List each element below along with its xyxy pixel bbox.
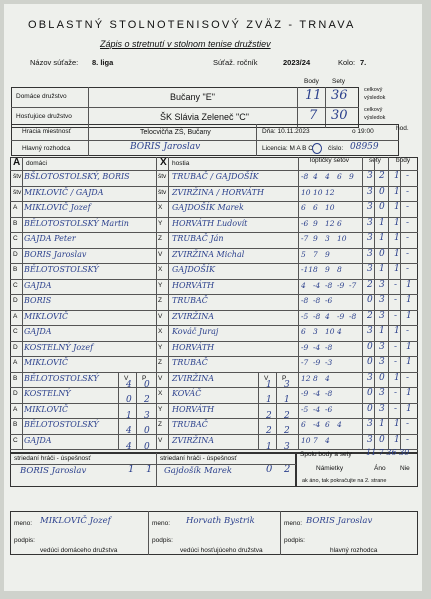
set-score: -8 <box>301 172 309 181</box>
set-points-header: loptičky setov <box>310 157 350 164</box>
home-sets-won: 3 <box>367 373 373 383</box>
summary-values: 11 7 36 30 <box>366 448 410 457</box>
home-player-wins: 4 <box>126 380 132 390</box>
home-player: GAJDA <box>24 436 52 445</box>
home-sets-won: 3 <box>367 326 373 336</box>
set-score: 9 <box>349 172 354 181</box>
guest-sets-won: 2 <box>379 171 385 181</box>
guest-point: 1 <box>406 388 412 398</box>
home-point: 1 <box>394 249 400 259</box>
set-score: 6 <box>301 203 306 212</box>
referee-label: Hlavný rozhodca <box>22 145 71 152</box>
guest-point: 1 <box>406 311 412 321</box>
vp-header-p-guest: P <box>282 375 287 382</box>
set-score: 10 <box>325 203 335 212</box>
set-score: -8 <box>313 312 321 321</box>
set-score: 9 <box>325 265 330 274</box>
guest-player: HORVÁTH Ľudovít <box>172 219 248 228</box>
home-points: 11 <box>305 88 322 103</box>
guest-sets-won: 1 <box>379 326 385 336</box>
sets-header: sety <box>369 157 381 164</box>
venue-value: Telocvičňa ZŠ, Bučany <box>140 129 211 136</box>
guest-player-letter: Y <box>158 344 163 351</box>
set-score: -7 <box>301 234 309 243</box>
home-point: - <box>394 388 398 398</box>
guest-point: - <box>406 419 410 429</box>
subs-guest-v: 0 <box>266 464 273 475</box>
home-sets: 36 <box>331 88 348 103</box>
home-point: 1 <box>394 419 400 429</box>
home-sets-won: 2 <box>367 280 373 290</box>
home-player-losses: 0 <box>144 426 150 436</box>
guest-player: ZVIRŽINA <box>172 312 215 321</box>
home-point: 1 <box>394 202 400 212</box>
guest-player-losses: 3 <box>284 380 290 390</box>
home-leader-caption: vedúci domáceho družstva <box>40 547 118 554</box>
guest-player-letter: Z <box>158 297 162 304</box>
home-player-losses: 2 <box>144 395 150 405</box>
guest-sign-label: podpis: <box>152 537 173 544</box>
guest-sets-won: 0 <box>379 249 385 259</box>
match-time: o 19:00 <box>352 128 374 135</box>
guest-player-letter: štv <box>158 173 167 180</box>
set-score: 9 <box>313 219 318 228</box>
set-score: -8 <box>349 312 357 321</box>
guest-player-letter: X <box>158 266 163 273</box>
home-team-label: Domáce družstvo <box>16 93 67 100</box>
guest-point: - <box>406 264 410 274</box>
vp-header-p-home: P <box>142 375 147 382</box>
season-value: 2023/24 <box>283 58 311 67</box>
guest-letter: X <box>160 157 167 168</box>
set-score: 10 <box>301 436 311 445</box>
home-point: - <box>394 280 398 290</box>
away-points: 7 <box>309 108 318 123</box>
guest-point: 1 <box>406 357 412 367</box>
home-point: 1 <box>394 326 400 336</box>
round-label: Kolo: <box>338 58 356 67</box>
subs-home-player: BORIS Jaroslav <box>20 466 87 476</box>
home-sets-won: 2 <box>367 311 373 321</box>
match-date: Dňa: 10.11.2023 <box>262 128 310 135</box>
set-score: 6 <box>301 420 306 429</box>
season-label: Súťaž. ročník <box>213 58 258 67</box>
points-header: body <box>396 157 411 164</box>
set-score: 6 <box>325 420 330 429</box>
guest-player-letter: Z <box>158 421 162 428</box>
set-score: 3 <box>313 327 318 336</box>
set-score: 7 <box>313 250 318 259</box>
guest-point: 1 <box>406 295 412 305</box>
set-score: -8 <box>313 296 321 305</box>
home-sets-won: 0 <box>367 404 373 414</box>
subs-label-guest: striedaní hráči - úspešnosť <box>160 455 237 462</box>
objections-yes: Áno <box>374 465 386 472</box>
home-sets-won: 0 <box>367 357 373 367</box>
home-name-label: meno: <box>14 520 33 527</box>
home-player-letter: B <box>13 220 18 227</box>
home-player-letter: C <box>13 282 18 289</box>
guest-sets-won: 0 <box>379 435 385 445</box>
home-player-letter: D <box>13 390 18 397</box>
set-score: -3 <box>325 358 333 367</box>
guest-point: - <box>406 171 410 181</box>
guest-player: HORVÁTH <box>172 405 215 414</box>
guest-player-wins: 2 <box>266 411 272 421</box>
home-point: 1 <box>394 187 400 197</box>
away-team-name: ŠK Slávia Zeleneč "C" <box>160 112 249 122</box>
set-score: 12 <box>325 188 335 197</box>
set-score: -8 <box>301 296 309 305</box>
set-score: 8 <box>337 265 342 274</box>
set-score: 4 <box>301 281 306 290</box>
set-score: 4 <box>325 312 330 321</box>
home-player-letter: C <box>13 328 18 335</box>
set-score: -4 <box>313 420 321 429</box>
set-score: 8 <box>313 265 318 274</box>
competition-label: Názov súťaže: <box>30 58 79 67</box>
home-letter: A <box>13 157 21 168</box>
home-player: BORIS <box>24 296 52 305</box>
home-point: - <box>394 311 398 321</box>
guest-player: GAJDOŠÍK Marek <box>172 203 244 212</box>
subs-guest-p: 2 <box>284 464 291 475</box>
license-number: 08959 <box>350 142 379 152</box>
set-score: -4 <box>313 389 321 398</box>
guest-player-letter: X <box>158 328 163 335</box>
home-player-letter: B <box>13 421 18 428</box>
set-score: 10 <box>313 188 323 197</box>
guest-leader-caption: vedúci hosťujúceho družstva <box>180 547 263 554</box>
set-score: 4 <box>325 436 330 445</box>
set-score: 5 <box>301 250 306 259</box>
guest-player: TRUBAČ <box>172 296 208 305</box>
home-team-name: Bučany "E" <box>170 92 215 102</box>
guest-player: TRUBAČ Ján <box>172 234 224 243</box>
guest-player: HORVÁTH <box>172 343 215 352</box>
home-player: GAJDA Peter <box>24 234 76 243</box>
objections-no: Nie <box>400 465 410 472</box>
guest-sets-won: 3 <box>379 357 385 367</box>
guest-player-letter: X <box>158 204 163 211</box>
set-score: 10 <box>337 234 347 243</box>
home-player-letter: C <box>13 437 18 444</box>
set-score: -8 <box>325 389 333 398</box>
ref-name-label: meno: <box>284 520 303 527</box>
guest-header: hostia <box>172 160 190 167</box>
set-score: -4 <box>313 405 321 414</box>
home-sets-won: 3 <box>367 249 373 259</box>
sheet-subtitle: Zápis o stretnutí v stolnom tenise družstiev <box>100 39 271 49</box>
home-player-wins: 4 <box>126 426 132 436</box>
set-score: 10 <box>301 188 311 197</box>
guest-point: - <box>406 435 410 445</box>
set-score: -5 <box>301 405 309 414</box>
referee-sign-name: BORIS Jaroslav <box>306 516 373 526</box>
guest-point: 1 <box>406 280 412 290</box>
guest-point: - <box>406 187 410 197</box>
set-score: 12 <box>325 219 335 228</box>
home-player: KOSTELNÝ Jozef <box>24 343 94 352</box>
federation-title: OBLASTNÝ STOLNOTENISOVÝ ZVÄZ - TRNAVA <box>28 19 356 31</box>
guest-sets-won: 1 <box>379 419 385 429</box>
home-leader-name: MIKLOVIČ Jozef <box>40 516 111 526</box>
guest-player-letter: X <box>158 390 163 397</box>
set-score: 12 <box>301 374 311 383</box>
home-player-letter: A <box>13 204 18 211</box>
guest-sets-won: 3 <box>379 311 385 321</box>
home-player-wins: 4 <box>126 442 132 452</box>
home-header: domáci <box>26 160 47 167</box>
body-header: Body <box>304 78 319 85</box>
home-point: 1 <box>394 264 400 274</box>
home-point: 1 <box>394 218 400 228</box>
guest-point: - <box>406 326 410 336</box>
home-player: MIKLOVIČ <box>24 358 69 367</box>
home-player-wins: 1 <box>126 411 132 421</box>
set-score: -5 <box>301 312 309 321</box>
guest-player-letter: V <box>158 375 163 382</box>
guest-sets-won: 3 <box>379 280 385 290</box>
home-player: MIKLOVIČ Jozef <box>24 203 91 212</box>
guest-sets-won: 0 <box>379 187 385 197</box>
set-score: 6 <box>301 327 306 336</box>
set-score: -7 <box>349 281 357 290</box>
guest-player-letter: Y <box>158 406 163 413</box>
guest-player-losses: 1 <box>284 395 290 405</box>
guest-player: TRUBAČ / GAJDOŠÍK <box>172 172 259 181</box>
home-player: MIKLOVIČ / GAJDA <box>24 188 104 197</box>
referee-caption: hlavný rozhodca <box>330 547 378 554</box>
guest-sets-won: 1 <box>379 218 385 228</box>
home-player-wins: 0 <box>126 395 132 405</box>
set-score: -8 <box>325 343 333 352</box>
set-score: 6 <box>337 219 342 228</box>
home-player-letter: B <box>13 266 18 273</box>
home-point: 1 <box>394 233 400 243</box>
guest-player-losses: 3 <box>284 442 290 452</box>
home-player: BĚLOTOSTOLSKÝ <box>24 265 99 274</box>
set-score: -6 <box>301 219 309 228</box>
set-score: 4 <box>325 172 330 181</box>
set-score: 6 <box>337 172 342 181</box>
guest-player-losses: 2 <box>284 411 290 421</box>
home-player-letter: C <box>13 235 18 242</box>
guest-sets-won: 0 <box>379 202 385 212</box>
guest-player: HORVÁTH <box>172 281 215 290</box>
home-sets-won: 3 <box>367 187 373 197</box>
set-score: -6 <box>325 405 333 414</box>
home-player-losses: 3 <box>144 411 150 421</box>
subs-home-v: 1 <box>128 464 135 475</box>
guest-player-wins: 2 <box>266 426 272 436</box>
guest-player: ZVIRŽINA Michal <box>172 250 245 259</box>
set-score: 7 <box>313 436 318 445</box>
summary-label: Spolu body a sety <box>300 451 352 458</box>
guest-player: GAJDOŠÍK <box>172 265 215 274</box>
home-player: KOSTELNÝ <box>24 389 71 398</box>
guest-player-wins: 1 <box>266 380 272 390</box>
home-point: 1 <box>394 171 400 181</box>
home-player-letter: A <box>13 359 18 366</box>
guest-player-letter: V <box>158 437 163 444</box>
vp-header-v-home: V <box>124 375 129 382</box>
home-sets-won: 0 <box>367 295 373 305</box>
home-point: 1 <box>394 373 400 383</box>
set-score: -9 <box>301 389 309 398</box>
home-sets-won: 3 <box>367 171 373 181</box>
guest-sets-won: 0 <box>379 373 385 383</box>
subs-home-p: 1 <box>146 464 153 475</box>
guest-point: - <box>406 233 410 243</box>
competition-value: 8. liga <box>92 58 114 67</box>
guest-player-wins: 1 <box>266 395 272 405</box>
guest-point: - <box>406 249 410 259</box>
number-label: číslo: <box>328 145 344 152</box>
home-player: BORIS Jaroslav <box>24 250 87 259</box>
set-score: 3 <box>325 234 330 243</box>
home-player-letter: B <box>13 375 18 382</box>
guest-leader-name: Horvath Bystrik <box>186 516 255 526</box>
set-score: -11 <box>301 265 314 274</box>
home-player-letter: A <box>13 313 18 320</box>
guest-sets-won: 3 <box>379 342 385 352</box>
set-score: -4 <box>313 281 321 290</box>
guest-point: - <box>406 373 410 383</box>
home-player: GAJDA <box>24 281 52 290</box>
ref-sign-label: podpis: <box>284 537 305 544</box>
guest-name-label: meno: <box>152 520 171 527</box>
home-player-losses: 0 <box>144 442 150 452</box>
set-score: 10 <box>325 327 335 336</box>
home-player-letter: D <box>13 251 18 258</box>
home-sets-won: 0 <box>367 388 373 398</box>
home-player-letter: D <box>13 344 18 351</box>
guest-player-letter: Y <box>158 282 163 289</box>
vp-header-v-guest: V <box>264 375 269 382</box>
guest-sets-won: 3 <box>379 295 385 305</box>
guest-player: Kováč Juraj <box>172 327 219 336</box>
home-player: GAJDA <box>24 327 52 336</box>
set-score: 9 <box>325 250 330 259</box>
guest-player: ZVIRŽINA <box>172 374 215 383</box>
set-score: 9 <box>313 234 318 243</box>
home-point: - <box>394 404 398 414</box>
set-score: -7 <box>301 358 309 367</box>
home-sets-won: 3 <box>367 264 373 274</box>
guest-player: ZVIRŽINA <box>172 436 215 445</box>
home-point: - <box>394 357 398 367</box>
set-score: -9 <box>337 281 345 290</box>
referee-name: BORIS Jaroslav <box>130 142 201 152</box>
set-score: -4 <box>313 343 321 352</box>
guest-player-wins: 1 <box>266 442 272 452</box>
home-sets-won: 3 <box>367 233 373 243</box>
guest-sets-won: 3 <box>379 404 385 414</box>
home-sets-won: 3 <box>367 202 373 212</box>
home-player-letter: štv <box>13 189 22 196</box>
home-sets-won: 3 <box>367 419 373 429</box>
home-player-letter: D <box>13 297 18 304</box>
guest-player-letter: štv <box>158 189 167 196</box>
guest-player: TRUBAČ <box>172 420 208 429</box>
home-sets-won: 0 <box>367 342 373 352</box>
home-sign-label: podpis: <box>14 537 35 544</box>
home-player: BŠLOTOSTOLSKÝ, BORIS <box>24 172 130 181</box>
guest-player-letter: V <box>158 251 163 258</box>
total-result-label-home: celkový výsledok <box>364 87 386 101</box>
license-circle <box>312 143 322 154</box>
guest-point: - <box>406 218 410 228</box>
guest-player: TRUBAČ <box>172 358 208 367</box>
set-score: 8 <box>313 374 318 383</box>
guest-player-letter: Y <box>158 220 163 227</box>
home-point: - <box>394 295 398 305</box>
subs-guest-player: Gajdošík Marek <box>164 466 232 476</box>
set-score: 4 <box>313 172 318 181</box>
set-score: -9 <box>337 312 345 321</box>
away-team-label: Hosťujúce družstvo <box>16 113 72 120</box>
home-player: BĚLOTOSTOLSKÝ <box>24 420 99 429</box>
home-player-letter: A <box>13 406 18 413</box>
venue-label: Hracia miestnosť <box>22 128 72 135</box>
home-sets-won: 3 <box>367 435 373 445</box>
home-player: BĚLOTOSTOLSKÝ Martin <box>24 219 129 228</box>
set-score: 4 <box>337 327 342 336</box>
objections-note: ak áno, tak pokračujte na 2. strane <box>302 478 387 484</box>
guest-player-losses: 2 <box>284 426 290 436</box>
home-player: BĚLOTOSTOLSKÝ <box>24 374 99 383</box>
guest-point: 1 <box>406 342 412 352</box>
license-label: Licencia: M A B C <box>262 145 313 152</box>
round-value: 7. <box>360 58 367 67</box>
guest-point: 1 <box>406 404 412 414</box>
home-player: MIKLOVIČ <box>24 312 69 321</box>
guest-player-letter: Z <box>158 235 162 242</box>
guest-sets-won: 1 <box>379 264 385 274</box>
total-result-label-away: celkový výsledok <box>364 107 386 121</box>
objections-label: Námietky <box>316 465 344 472</box>
time-unit: hod. <box>396 125 409 132</box>
home-player-losses: 0 <box>144 380 150 390</box>
set-score: -6 <box>325 296 333 305</box>
guest-point: - <box>406 202 410 212</box>
home-player: MIKLOVIČ <box>24 405 69 414</box>
subs-label-home: striedaní hráči - úspešnosť <box>14 455 91 462</box>
guest-player: ZVIRŽINA / HORVÁTH <box>172 188 264 197</box>
guest-player: KOVÁČ <box>172 389 202 398</box>
guest-player-letter: Z <box>158 359 162 366</box>
guest-sets-won: 1 <box>379 233 385 243</box>
set-score: 4 <box>337 420 342 429</box>
set-score: -9 <box>313 358 321 367</box>
away-sets: 30 <box>331 108 348 123</box>
home-player-letter: štv <box>13 173 22 180</box>
home-point: - <box>394 342 398 352</box>
sety-header: Sety <box>332 78 346 85</box>
guest-sets-won: 3 <box>379 388 385 398</box>
guest-player-letter: V <box>158 313 163 320</box>
set-score: -8 <box>325 281 333 290</box>
set-score: 6 <box>313 203 318 212</box>
set-score: 4 <box>325 374 330 383</box>
home-sets-won: 3 <box>367 218 373 228</box>
set-score: -9 <box>301 343 309 352</box>
home-point: 1 <box>394 435 400 445</box>
